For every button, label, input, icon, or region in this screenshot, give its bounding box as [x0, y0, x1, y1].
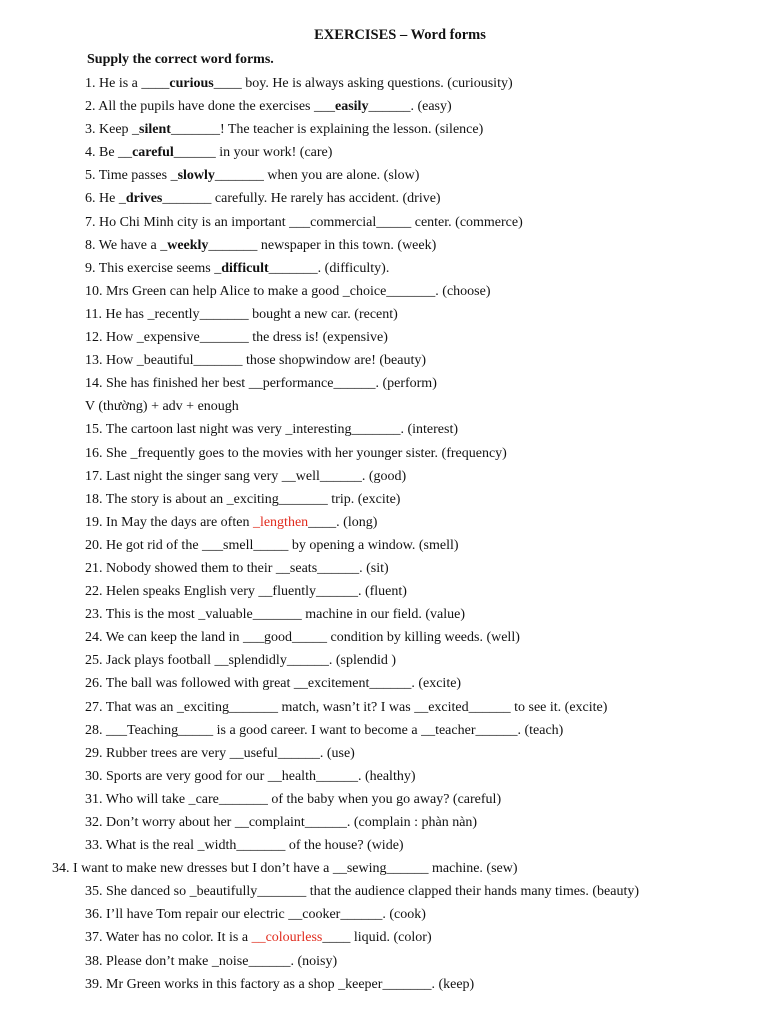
exercise-prompt-start: 32. Don’t worry about her __: [85, 815, 249, 830]
exercise-prompt-end: _____ condition by killing weeds. (well): [292, 630, 520, 646]
answer-word: seats: [289, 560, 318, 576]
exercise-prompt-end: ______ in your work! (care): [173, 145, 333, 161]
exercise-prompt-start: 9. This exercise seems _: [85, 260, 222, 276]
answer-word: interesting: [292, 422, 352, 438]
exercise-prompt-start: 37. Water has no color. It is a: [85, 930, 252, 946]
exercise-line: [0, 603, 768, 626]
exercise-prompt-end: ______. (sit): [317, 560, 389, 576]
answer-word: keeper: [345, 976, 383, 992]
answer-word: performance: [262, 376, 334, 392]
exercise-prompt-start: 39. Mr Green works in this factory as a shop _: [85, 976, 346, 992]
exercise-prompt-start: 11. He has _: [85, 306, 155, 322]
exercise-prompt-start: 20. He got rid of the ___: [85, 537, 224, 553]
exercise-line: [0, 95, 768, 118]
answer-word: noise: [218, 953, 249, 969]
answer-word: exciting: [183, 699, 229, 715]
exercise-prompt-end: ____ liquid. (color): [322, 930, 432, 946]
exercise-line: [0, 557, 768, 580]
exercise-line: [0, 626, 768, 649]
answer-word: slowly: [177, 168, 215, 184]
answer-word: commercial: [310, 214, 377, 230]
exercise-prompt-end: _______ carefully. He rarely has accident. (drive): [162, 191, 441, 207]
exercise-line: [0, 257, 768, 280]
exercise-prompt-end: _______ match, wasn’t it? I was __excited______ to see it. (excite): [229, 699, 608, 715]
answer-word: silent: [139, 122, 171, 138]
exercise-prompt-end: ______. (noisy): [248, 953, 338, 969]
exercise-prompt-end: _______! The teacher is explaining the lesson. (silence): [170, 122, 484, 138]
exercise-line: [0, 465, 768, 488]
answer-word: fluently: [272, 584, 316, 600]
exercise-prompt-end: _______ newspaper in this town. (week): [208, 237, 437, 253]
exercise-line: [0, 765, 768, 788]
exercise-line: [0, 857, 768, 880]
exercise-prompt-start: 34. I want to make new dresses but I don’t have a __: [52, 861, 347, 877]
answer-word: complaint: [248, 815, 305, 830]
exercise-line: [0, 580, 768, 603]
exercise-prompt-start: 6. He _: [85, 191, 126, 207]
exercise-prompt-start: 29. Rubber trees are very __: [85, 745, 244, 761]
exercise-prompt-start: 33. What is the real _: [85, 838, 205, 854]
exercise-prompt-start: 19. In May the days are often: [85, 514, 253, 530]
exercise-prompt-end: _______ machine in our field. (value): [252, 607, 466, 623]
exercise-line: [0, 649, 768, 672]
exercise-prompt-start: 15. The cartoon last night was very _: [85, 422, 293, 438]
exercise-prompt-start: 24. We can keep the land in ___: [85, 630, 265, 646]
exercise-prompt-start: 7. Ho Chi Minh city is an important ___: [85, 214, 311, 230]
exercise-line: [0, 211, 768, 234]
exercise-prompt-end: _______. (choose): [386, 283, 491, 299]
exercise-prompt-start: 2. All the pupils have done the exercises ___: [85, 99, 335, 115]
exercise-prompt-end: _______ of the baby when you go away? (careful): [218, 791, 502, 807]
exercise-prompt-end: _____ by opening a window. (smell): [253, 537, 459, 553]
exercise-prompt-start: 18. The story is about an _: [85, 491, 234, 507]
exercise-prompt-start: 10. Mrs Green can help Alice to make a good _: [85, 283, 350, 299]
answer-word: weekly: [167, 237, 209, 253]
exercise-prompt-end: ______. (perform): [333, 376, 437, 392]
exercise-prompt-end: _______ trip. (excite): [278, 491, 401, 507]
exercise-prompt-start: 22. Helen speaks English very __: [85, 584, 273, 600]
exercise-line: [0, 880, 768, 903]
answer-word: cooker: [302, 907, 341, 923]
exercise-line: [0, 926, 768, 949]
exercise-prompt-start: 27. That was an _: [85, 699, 184, 715]
exercise-prompt-end: ______. (healthy): [315, 768, 416, 784]
exercise-line: [0, 834, 768, 857]
exercise-prompt-start: 1. He is a ____: [85, 76, 170, 91]
answer-word: beautiful: [143, 353, 194, 369]
exercise-line: [0, 973, 768, 996]
exercise-prompt-end: _______. (difficulty).: [268, 260, 390, 276]
exercise-prompt-start: 13. How _: [85, 353, 144, 369]
exercise-line: [0, 234, 768, 257]
answer-word: expensive: [143, 330, 200, 346]
exercise-prompt-end: _______. (keep): [382, 976, 475, 992]
instructions: Supply the correct word forms.: [87, 52, 274, 67]
exercise-prompt-start: 14. She has finished her best __: [85, 376, 263, 392]
exercise-line: [0, 187, 768, 210]
exercise-prompt-start: 5. Time passes _: [85, 168, 178, 184]
exercise-line: [0, 903, 768, 926]
exercise-line: [0, 742, 768, 765]
exercise-line: [0, 349, 768, 372]
answer-word: Teaching: [127, 722, 179, 738]
answer-word: splendidly: [228, 653, 287, 669]
exercise-prompt-end: goes to the movies with her younger sister. (frequency): [195, 445, 507, 461]
exercise-prompt-end: ______. (easy): [368, 99, 452, 115]
exercise-prompt-start: 30. Sports are very good for our __: [85, 768, 282, 784]
exercise-prompt-end: _____ is a good career. I want to become a __teacher______. (teach): [178, 722, 564, 738]
answer-word: frequently: [137, 445, 196, 461]
answer-word: choice: [349, 283, 387, 299]
exercise-prompt-start: 4. Be __: [85, 145, 133, 161]
exercise-line: [0, 442, 768, 465]
answer-word: excitement: [307, 676, 370, 692]
exercise-line: [0, 511, 768, 534]
answer-word: drives: [125, 191, 163, 207]
exercise-prompt-start: 16. She _: [85, 445, 138, 461]
exercise-prompt-end: ____ boy. He is always asking questions. (curiousity): [213, 76, 513, 91]
exercise-prompt-start: 23. This is the most _: [85, 607, 206, 623]
exercise-line: [0, 326, 768, 349]
exercise-line: [0, 719, 768, 742]
answer-word: careful: [132, 145, 174, 161]
answer-word: __colourless: [251, 930, 323, 946]
exercise-prompt-start: 17. Last night the singer sang very __: [85, 468, 296, 484]
exercise-prompt-start: 25. Jack plays football __: [85, 653, 229, 669]
exercise-prompt-end: ______. (excite): [369, 676, 462, 692]
exercise-prompt-start: V (thường) + adv + enough: [85, 399, 239, 415]
answer-word: exciting: [233, 491, 279, 507]
exercise-line: [0, 672, 768, 695]
exercise-prompt-end: ____. (long): [308, 514, 378, 530]
answer-word: width: [204, 838, 237, 854]
exercise-line: [0, 950, 768, 973]
exercise-prompt-end: _______ of the house? (wide): [236, 838, 404, 854]
exercise-prompt-end: ______. (fluent): [315, 584, 407, 600]
exercise-prompt-end: ______ machine. (sew): [386, 861, 518, 877]
answer-word: useful: [243, 745, 278, 761]
answer-word: curious: [169, 76, 214, 91]
exercise-line: [0, 488, 768, 511]
answer-word: beautifully: [196, 884, 258, 900]
exercise-line: [0, 788, 768, 811]
page-title: EXERCISES – Word forms: [314, 27, 486, 43]
answer-word: _lengthen: [252, 514, 309, 530]
exercise-line: [0, 534, 768, 557]
exercise-prompt-start: 31. Who will take _: [85, 791, 196, 807]
answer-word: difficult: [221, 260, 269, 276]
exercise-prompt-end: _______ those shopwindow are! (beauty): [193, 353, 427, 369]
exercise-prompt-start: 3. Keep _: [85, 122, 140, 138]
answer-word: smell: [223, 537, 254, 553]
answer-word: health: [281, 768, 316, 784]
exercise-prompt-end: _______. (interest): [351, 422, 459, 438]
exercise-prompt-end: ______. (cook): [340, 907, 426, 923]
answer-word: good: [264, 630, 293, 646]
exercise-prompt-start: 36. I’ll have Tom repair our electric __: [85, 907, 303, 923]
exercise-prompt-end: _______ that the audience clapped their hands many times. (beauty): [257, 884, 640, 900]
exercise-prompt-end: _______ the dress is! (expensive): [199, 330, 388, 346]
exercise-prompt-start: 8. We have a _: [85, 237, 168, 253]
answer-word: recently: [154, 306, 200, 322]
exercise-line: [0, 696, 768, 719]
answer-word: valuable: [205, 607, 253, 623]
exercise-list: [0, 72, 768, 996]
answer-word: well: [295, 468, 320, 484]
exercise-prompt-end: _______ when you are alone. (slow): [214, 168, 420, 184]
exercise-prompt-start: 26. The ball was followed with great __: [85, 676, 308, 692]
exercise-prompt-end: ______. (use): [277, 745, 355, 761]
exercise-line: [0, 118, 768, 141]
exercise-line: [0, 418, 768, 441]
exercise-line: [0, 811, 768, 834]
exercise-prompt-end: ______. (splendid ): [286, 653, 397, 669]
exercise-prompt-start: 35. She danced so _: [85, 884, 197, 900]
exercise-line: [0, 141, 768, 164]
exercise-prompt-start: 12. How _: [85, 330, 144, 346]
exercise-line: [0, 395, 768, 418]
exercise-prompt-end: _____ center. (commerce): [376, 214, 523, 230]
exercise-line: [0, 164, 768, 187]
exercise-prompt-start: 21. Nobody showed them to their __: [85, 560, 290, 576]
exercise-prompt-end: ______. (complain : phàn nàn): [304, 815, 478, 830]
exercise-prompt-start: 28. ___: [85, 722, 127, 738]
exercise-line: [0, 303, 768, 326]
exercise-prompt-start: 38. Please don’t make _: [85, 953, 219, 969]
exercise-line: [0, 72, 768, 95]
exercise-prompt-end: ______. (good): [319, 468, 407, 484]
answer-word: care: [195, 791, 219, 807]
exercise-prompt-end: _______ bought a new car. (recent): [199, 306, 398, 322]
exercise-line: [0, 280, 768, 303]
exercise-line: [0, 372, 768, 395]
answer-word: easily: [335, 99, 369, 115]
answer-word: sewing: [346, 861, 387, 877]
